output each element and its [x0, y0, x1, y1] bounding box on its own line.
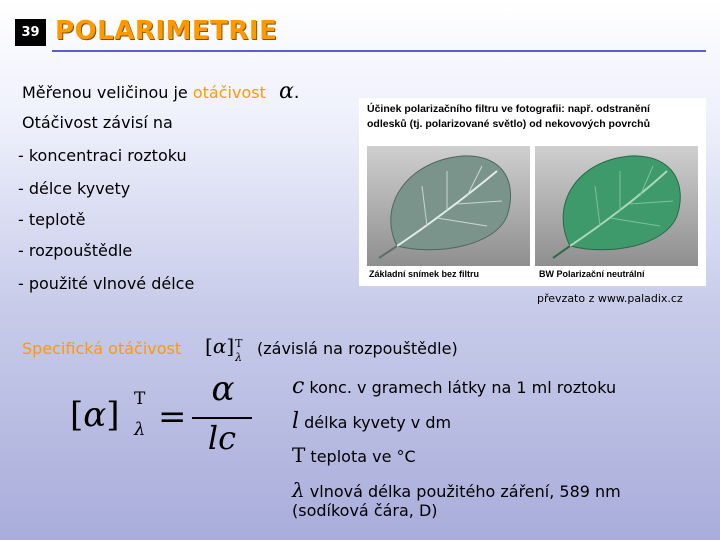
intro-highlight: otáčivost: [192, 83, 266, 102]
legend-symbol: l: [292, 409, 300, 434]
intro-line-1: Měřenou veličinou je otáčivost α.: [22, 79, 300, 104]
alpha-symbol: α: [278, 79, 294, 104]
legend-text: konc. v gramech látky na 1 ml roztoku: [304, 378, 617, 397]
formula-equals: =: [158, 397, 187, 437]
specific-rotation-symbol: [205, 334, 244, 364]
symbol-sub: λ: [235, 351, 243, 364]
legend-item: [292, 374, 616, 399]
specific-rotation-note: (závislá na rozpouštědle): [257, 339, 458, 358]
legend-symbol: c: [292, 374, 305, 399]
specific-rotation-formula: [70, 369, 270, 465]
legend-continuation: (sodíková čára, D): [292, 501, 438, 520]
formula-bracket-open: [: [70, 395, 84, 435]
leaf-photo-polarized: [535, 146, 698, 266]
legend-item: [292, 478, 621, 502]
legend-text: teplota ve °C: [305, 447, 416, 466]
symbol-bracket-close: ]: [226, 334, 235, 358]
legend-symbol: λ: [292, 478, 305, 502]
formula-sup: T: [134, 389, 146, 409]
dependency-item: - použité vlnové délce: [18, 274, 195, 293]
polarizer-photo: [359, 98, 706, 286]
photo-source: převzato z www.paladix.cz: [537, 292, 683, 305]
dependency-item: - rozpouštědle: [18, 241, 133, 260]
formula-numerator: α: [211, 369, 235, 409]
photo-caption: [367, 102, 702, 132]
title-underline: [52, 50, 706, 52]
leaf-photo-no-filter: [367, 146, 530, 266]
dependency-item: - teplotě: [18, 210, 86, 229]
formula-alpha: α: [83, 395, 107, 435]
specific-rotation-label: [22, 339, 181, 358]
formula-denominator: lc: [207, 419, 237, 457]
dependency-item: - délce kyvety: [18, 179, 131, 198]
intro-prefix: Měřenou veličinou je: [22, 83, 193, 102]
formula-lhs: [70, 395, 120, 435]
legend-symbol: T: [292, 443, 306, 467]
legend-text: vlnová délka použitého záření, 589 nm: [304, 482, 621, 501]
dependency-item: - koncentraci roztoku: [18, 146, 187, 165]
intro-line-2: Otáčivost závisí na: [22, 113, 173, 132]
legend-text: délka kyvety v dm: [299, 413, 452, 432]
leaf-label-left: Základní snímek bez filtru: [369, 269, 480, 279]
slide-number: 39: [15, 19, 46, 46]
photo-caption-line-1: Účinek polarizačního filtru ve fotografii: např. odstranění: [367, 103, 650, 115]
symbol-bracket-open: [: [205, 334, 213, 358]
slide-title: POLARIMETRIE: [55, 16, 278, 46]
formula-bracket-close: ]: [106, 395, 120, 435]
symbol-sup: T: [235, 337, 243, 350]
formula-sub: λ: [134, 419, 146, 440]
legend-item: [292, 409, 451, 434]
specific-label: Specifická otáčivost: [22, 339, 182, 358]
photo-caption-line-2: odlesků (tj. polarizované světlo) od nekovových povrchů: [367, 118, 650, 130]
symbol-alpha: α: [212, 334, 227, 358]
legend-item: [292, 443, 416, 467]
leaf-label-right: BW Polarizační neutrální: [539, 269, 645, 279]
